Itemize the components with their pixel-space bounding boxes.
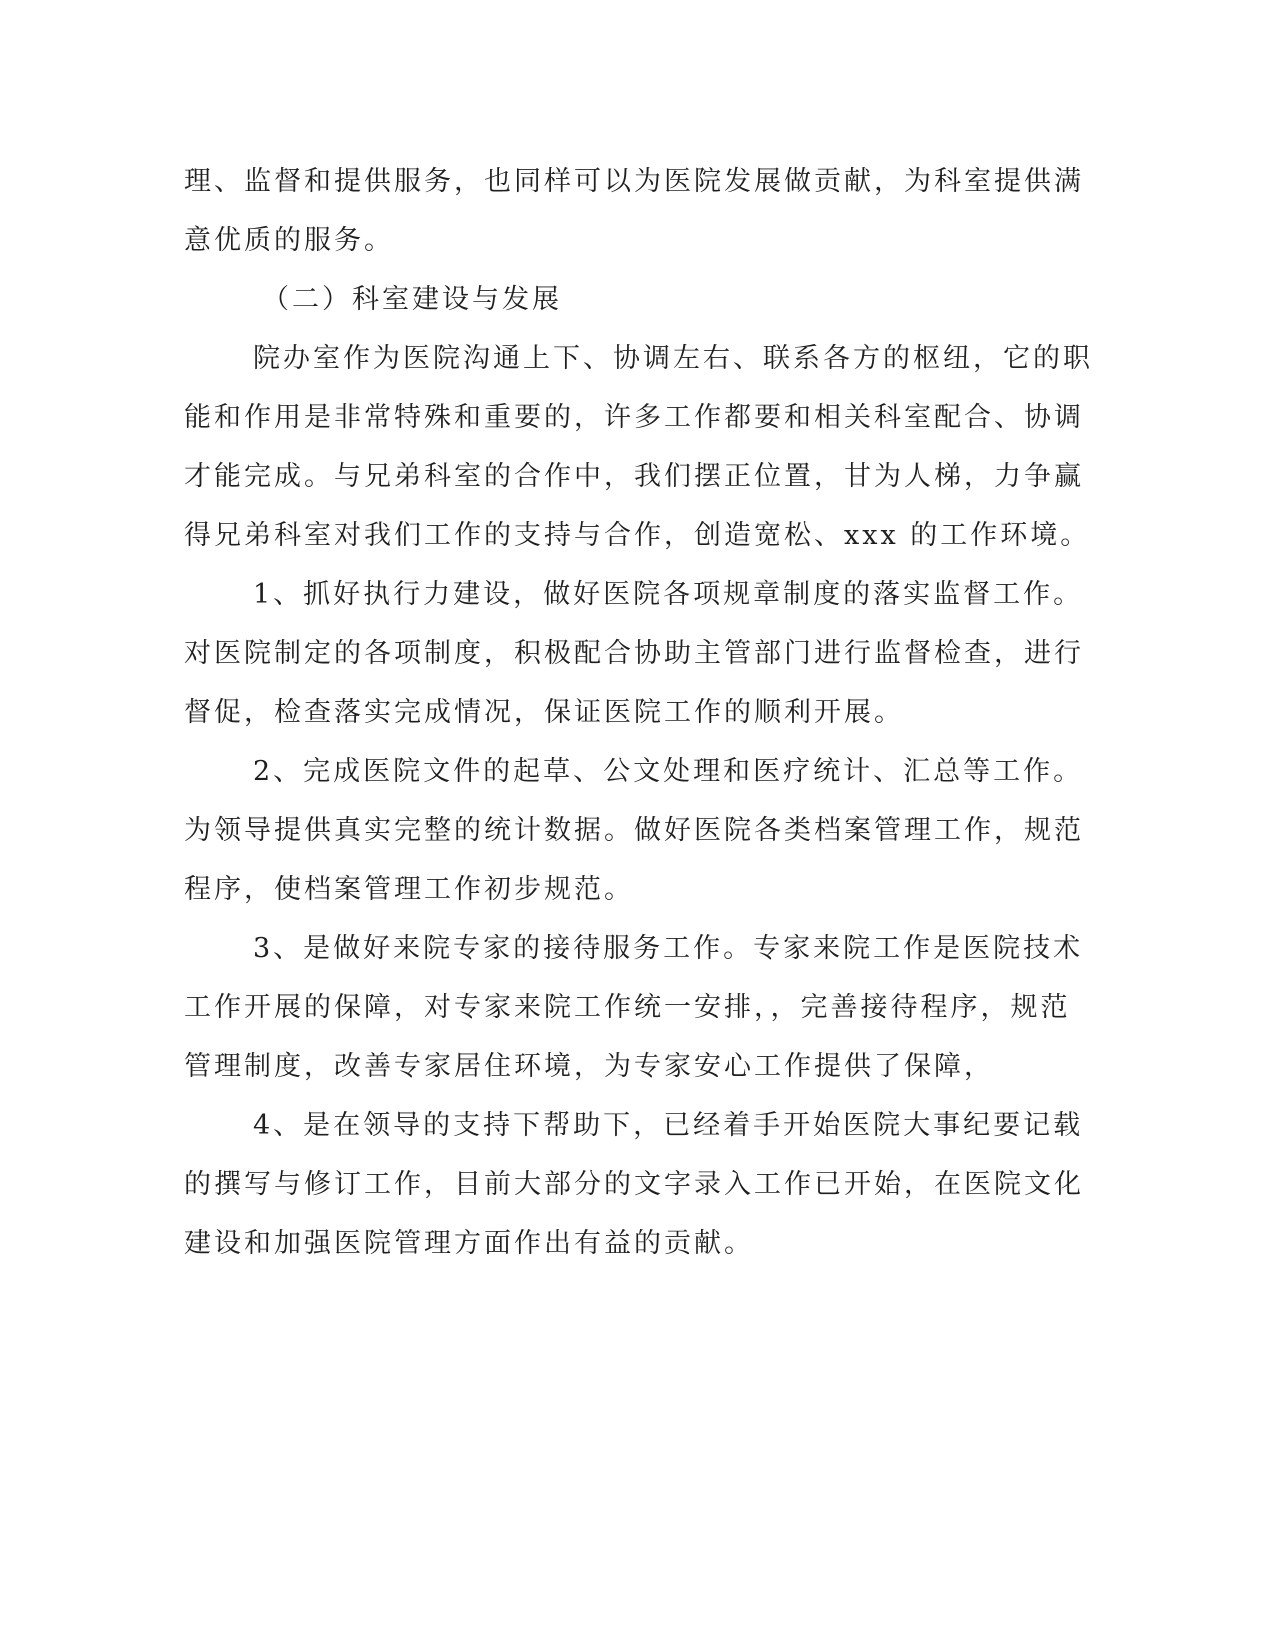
text-line: 工作开展的保障，对专家来院工作统一安排，，完善接待程序，规范 (184, 992, 1071, 1023)
text-line: 的撰写与修订工作，目前大部分的文字录入工作已开始，在医院文化 (184, 1169, 1084, 1200)
text-line: 1、抓好执行力建设，做好医院各项规章制度的落实监督工作。 (253, 579, 1084, 610)
text-line: 管理制度，改善专家居住环境，为专家安心工作提供了保障， (184, 1051, 994, 1082)
text-line: 理、监督和提供服务，也同样可以为医院发展做贡献，为科室提供满 (184, 166, 1084, 197)
text-line: 3、是做好来院专家的接待服务工作。专家来院工作是医院技术 (253, 933, 1084, 964)
text-line: 对医院制定的各项制度，积极配合协助主管部门进行监督检查，进行 (184, 638, 1084, 669)
text-line: 才能完成。与兄弟科室的合作中，我们摆正位置，甘为人梯，力争赢 (184, 461, 1084, 492)
text-line: 院办室作为医院沟通上下、协调左右、联系各方的枢纽，它的职 (253, 343, 1093, 374)
text-line: 为领导提供真实完整的统计数据。做好医院各类档案管理工作，规范 (184, 815, 1084, 846)
text-line: 建设和加强医院管理方面作出有益的贡献。 (184, 1228, 754, 1259)
text-line: 4、是在领导的支持下帮助下，已经着手开始医院大事纪要记载 (253, 1110, 1084, 1141)
text-line: 督促，检查落实完成情况，保证医院工作的顺利开展。 (184, 697, 904, 728)
text-line: 2、完成医院文件的起草、公文处理和医疗统计、汇总等工作。 (253, 756, 1084, 787)
text-line: 程序，使档案管理工作初步规范。 (184, 874, 634, 905)
text-line: 意优质的服务。 (184, 225, 394, 256)
document-body (184, 152, 1093, 1273)
text-line: 得兄弟科室对我们工作的支持与合作，创造宽松、xxx 的工作环境。 (184, 520, 1091, 551)
section-heading: （二）科室建设与发展 (262, 284, 562, 315)
text-line: 能和作用是非常特殊和重要的，许多工作都要和相关科室配合、协调 (184, 402, 1084, 433)
